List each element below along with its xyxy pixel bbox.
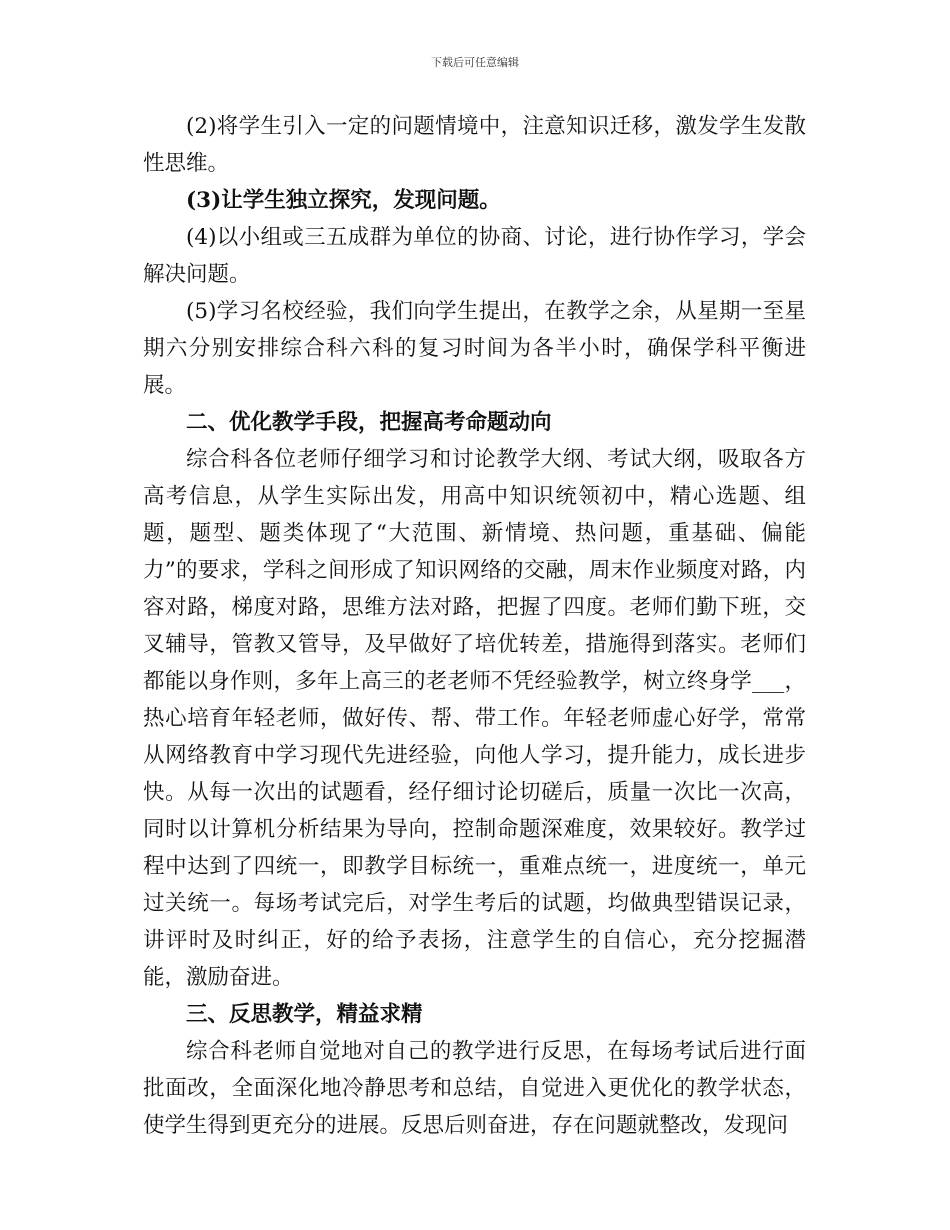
section-heading-2: 二、优化教学手段，把握高考命题动向 (186, 410, 552, 435)
paragraph-item-2: (2)将学生引入一定的问题情境中，注意知识迁移，激发学生发散性思维。 (143, 114, 806, 176)
section-heading-3: 三、反思教学，精益求精 (186, 1002, 423, 1027)
paragraph-item-4: (4)以小组或三五成群为单位的协商、讨论，进行协作学习，学会解决问题。 (143, 225, 806, 287)
document-body (143, 108, 806, 1144)
section-3-paragraph: 综合科老师自觉地对自己的教学进行反思，在每场考试后进行面批面改，全面深化地冷静思考和总结，自觉进入更优化的教学状态，使学生得到更充分的进展。反思后则奋进，存在问题就整改，发现问 (143, 1039, 806, 1138)
section-2-paragraph: 综合科各位老师仔细学习和讨论教学大纲、考试大纲，吸取各方高考信息，从学生实际出发，用高中知识统领初中，精心选题、组题，题型、题类体现了“大范围、新情境、热问题，重基础、偏能力”的要求，学科之间形成了知识网络的交融，周末作业频度对路，内容对路，梯度对路，思维方法对路，把握了四度。老师们勤下班，交叉辅导，管教又管导，及早做好了培优转差，措施得到落实。老师们都能以身作则，多年上高三的老老师不凭经验教学，树立终身学___，热心培育年轻老师，做好传、帮、带工作。年轻老师虚心好学，常常从网络教育中学习现代先进经验，向他人学习，提升能力，成长进步快。从每一次出的试题看，经仔细讨论切磋后，质量一次比一次高，同时以计算机分析结果为导向，控制命题深难度，效果较好。教学过程中达到了四统一，即教学目标统一，重难点统一，进度统一，单元过关统一。每场考试完后，对学生考后的试题，均做典型错误记录，讲评时及时纠正，好的给予表扬，注意学生的自信心，充分挖掘潜能，激励奋进。 (143, 447, 806, 990)
paragraph-item-3: (3)让学生独立探究，发现问题。 (186, 188, 501, 213)
paragraph-item-5: (5)学习名校经验，我们向学生提出，在教学之余，从星期一至星期六分别安排综合科六科的复习时间为各半小时，确保学科平衡进展。 (143, 299, 806, 398)
page-header: 下载后可任意编辑 (431, 56, 519, 69)
